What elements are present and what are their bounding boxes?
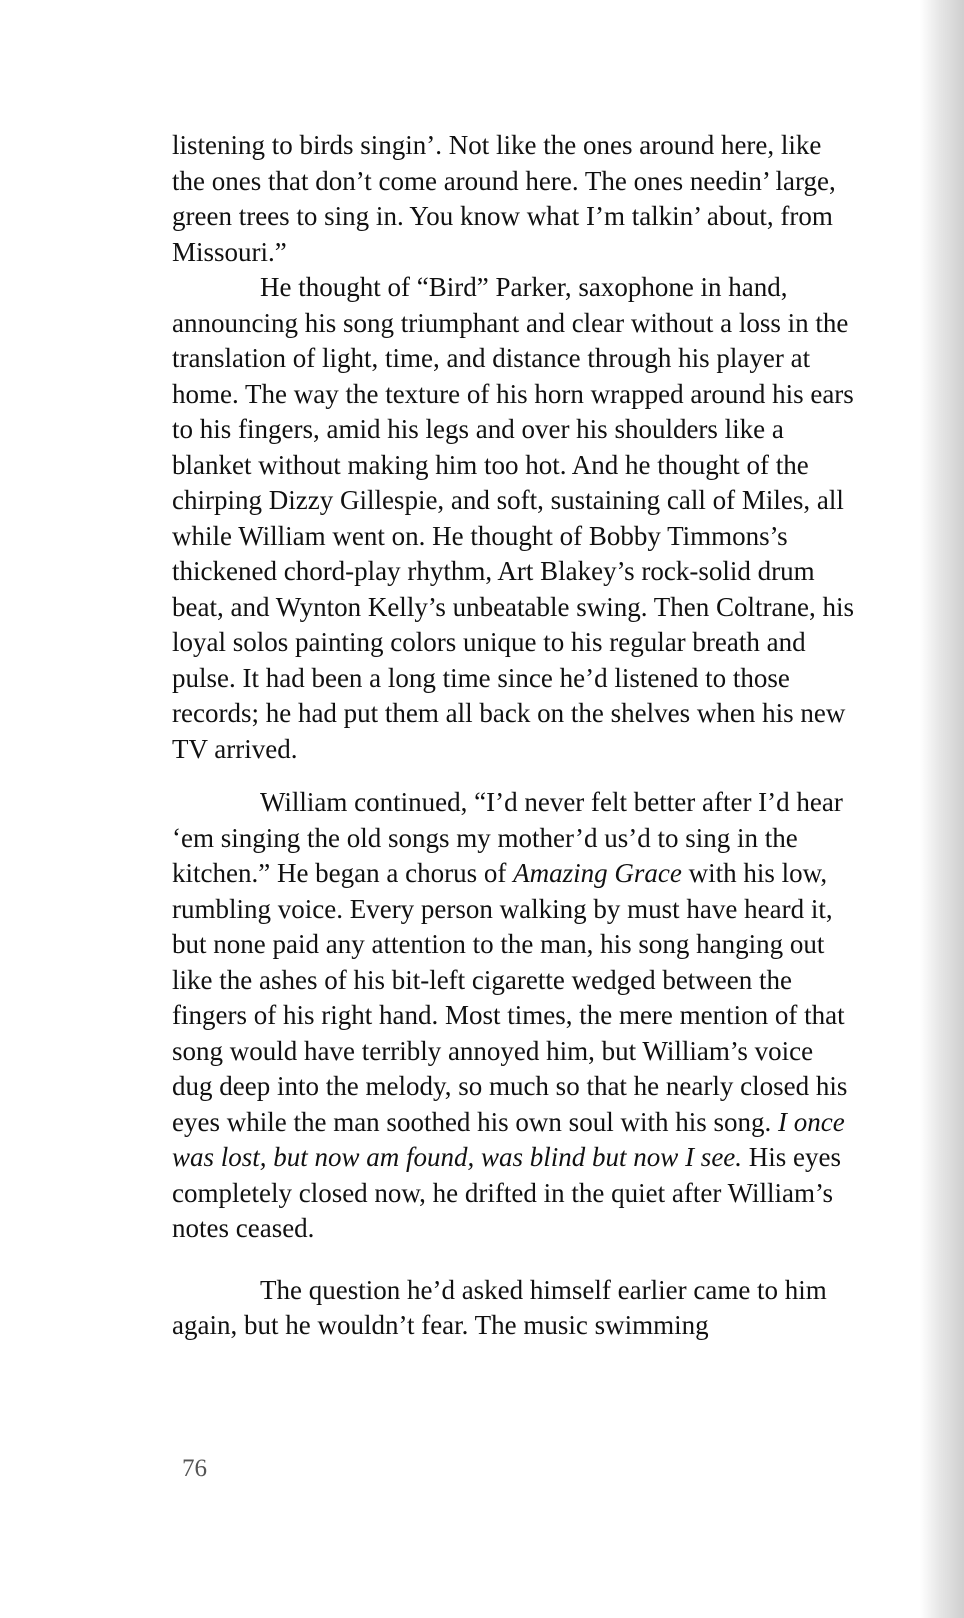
paragraph-2 [172, 270, 860, 767]
paragraph-3-text-a: William continued, “I’d never felt better after I’d hear ‘em singing the old songs my mother’d us’d to sing in the kitchen.” He began a chorus of [172, 787, 843, 888]
paragraph-3 [172, 785, 860, 1247]
song-title-italic: Amazing Grace [513, 858, 682, 888]
body-text [172, 128, 860, 1344]
paragraph-1-text: listening to birds singin’. Not like the ones around here, like the ones that don’t come around here. The ones needin’ large, green trees to sing in. You know what I’m talkin’ about, from Missouri.” [172, 130, 836, 267]
paragraph-3-text-c: His eyes completely closed now, he drifted in the quiet after William’s notes ceased. [172, 1142, 842, 1243]
page-number: 76 [182, 1455, 207, 1482]
paragraph-4-text: The question he’d asked himself earlier came to him again, but he wouldn’t fear. The music swimming [172, 1274, 827, 1340]
paragraph-2-text: He thought of “Bird” Parker, saxophone in hand, announcing his song triumphant and clear without a loss in the translation of light, time, and distance through his player at home. The way the texture of his horn wrapped around his ears to his fingers, amid his legs and over his shoulders like a blanket without making him too hot. And he thought of the chirping Dizzy Gillespie, and soft, sustaining call of Miles, all while William went on. He thought of Bobby Timmons’s thickened chord-play rhythm, Art Blakey’s rock-solid drum beat, and Wynton Kelly’s unbeatable swing. Then Coltrane, his loyal solos painting colors unique to his regular breath and pulse. It had been a long time since he’d listened to those records; he had put them all back on the shelves when his new TV arrived. [172, 272, 854, 764]
lyric-italic: I once was lost, but now am found, was blind but now I see. [172, 1106, 845, 1172]
page-spine-shadow [920, 0, 964, 1618]
paragraph-4 [172, 1273, 860, 1344]
paragraph-3-text-b: with his low, rumbling voice. Every person walking by must have heard it, but none paid any attention to the man, his song hanging out like the ashes of his bit-left cigarette wedged between the fingers of his right hand. Most times, the mere mention of that song would have terribly annoyed him, but William’s voice dug deep into the melody, so much so that he nearly closed his eyes while the man soothed his own soul with his song. [172, 858, 848, 1137]
paragraph-1 [172, 128, 860, 270]
